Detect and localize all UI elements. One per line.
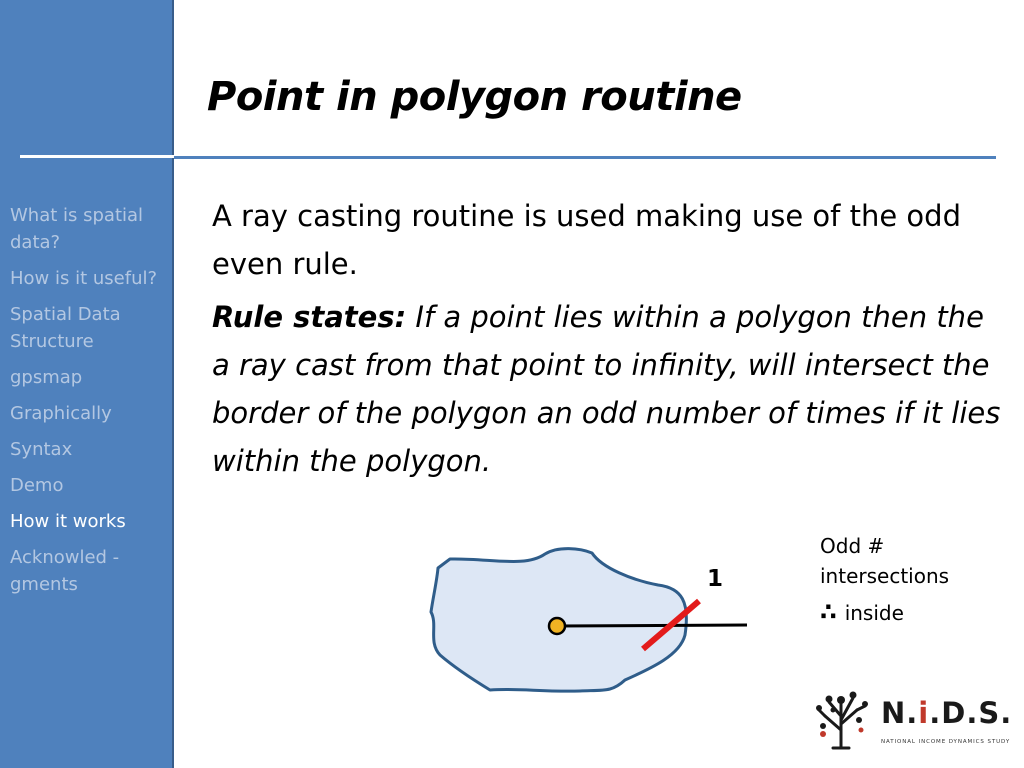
nids-logo (815, 686, 1015, 756)
note-inside-text: inside (844, 601, 904, 625)
rule-text: If a point lies within a polygon then the a ray cast from that point to infinity, will intersect the border of the polygon an odd number of times if it lies within the polygon. (212, 300, 1001, 478)
nav-item-graphically[interactable]: Graphically (10, 403, 112, 424)
test-point (549, 618, 565, 634)
sidebar (0, 0, 174, 768)
intro-paragraph: A ray casting routine is used making use of the odd even rule. (212, 199, 961, 281)
nav-item-demo[interactable]: Demo (10, 475, 64, 496)
slide-body (212, 192, 1002, 485)
nav-item-what-is-spatial-data[interactable]: What is spatial data? (10, 205, 144, 253)
intersection-count: 1 (707, 566, 724, 592)
rule-label: Rule states: (212, 300, 407, 334)
slide-title: Point in polygon routine (207, 74, 742, 120)
nav-item-how-it-works[interactable]: How it works (10, 511, 126, 532)
sidebar-divider (20, 155, 174, 158)
diagram-note (820, 531, 1010, 628)
rule-paragraph (212, 293, 1002, 485)
note-line-intersections: intersections (820, 564, 950, 588)
note-line-inside (820, 597, 1010, 628)
logo-subtitle: NATIONAL INCOME DYNAMICS STUDY (881, 739, 1011, 745)
therefore-symbol: ∴ (820, 598, 837, 626)
nav-item-how-is-it-useful[interactable]: How is it useful? (10, 268, 158, 289)
nav-item-spatial-data-structure[interactable]: Spatial Data Structure (10, 304, 121, 352)
point-in-polygon-diagram (420, 540, 760, 700)
note-line-odd: Odd # (820, 534, 885, 558)
nav-item-syntax[interactable]: Syntax (10, 439, 73, 460)
nav-item-acknowledgments[interactable]: Acknowled - gments (10, 547, 120, 595)
tree-icon (815, 686, 875, 752)
nav-item-gpsmap[interactable]: gpsmap (10, 367, 83, 388)
logo-wordmark: N.i.D.S. (881, 696, 1013, 730)
title-divider (174, 156, 996, 159)
ray-line (557, 625, 747, 626)
sidebar-nav (10, 202, 170, 607)
